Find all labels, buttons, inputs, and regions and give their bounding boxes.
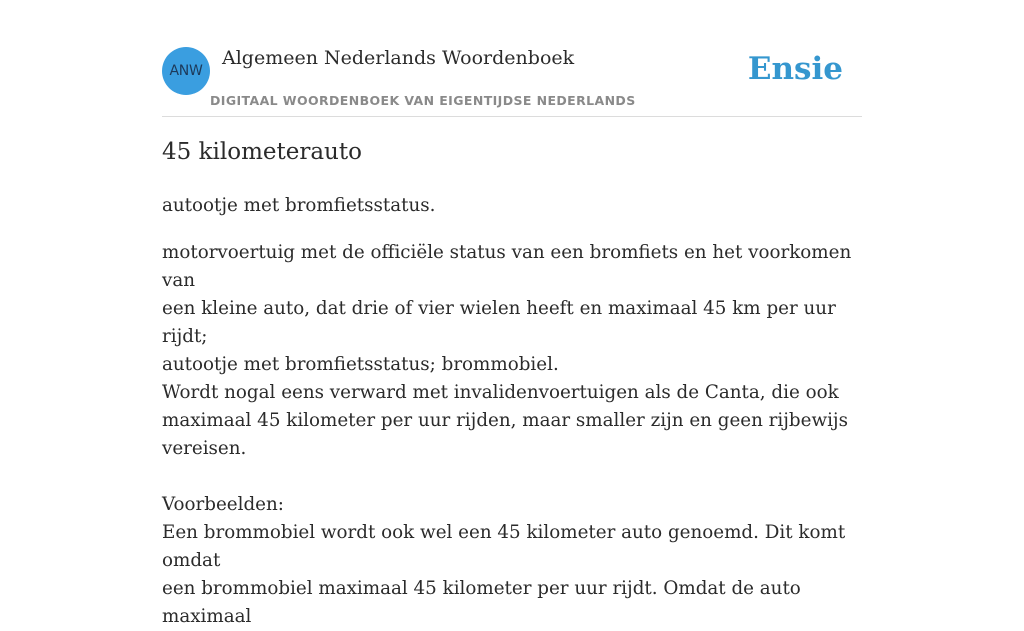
definition-line: vereisen. [162, 438, 247, 459]
short-definition: autootje met bromfietsstatus. [162, 195, 436, 216]
source-title[interactable]: Algemeen Nederlands Woordenboek [222, 47, 575, 69]
entry-content [162, 192, 862, 631]
entry-headword: 45 kilometerauto [162, 139, 362, 165]
definition-line: autootje met bromfietsstatus; brommobiel. [162, 354, 559, 375]
definition-line: Wordt nogal eens verward met invalidenvoertuigen als de Canta, die ook [162, 382, 839, 403]
anw-logo-text: ANW [169, 63, 203, 79]
example-line: een brommobiel maximaal 45 kilometer per uur rijdt. Omdat de auto maximaal [162, 578, 801, 627]
ensie-brand-link[interactable]: Ensie [747, 51, 843, 87]
definition-line: maximaal 45 kilometer per uur rijden, maar smaller zijn en geen rijbewijs [162, 410, 848, 431]
full-definition [162, 239, 862, 631]
page-header [162, 46, 862, 117]
examples-label: Voorbeelden: [162, 494, 284, 515]
example-line: Een brommobiel wordt ook wel een 45 kilometer auto genoemd. Dit komt omdat [162, 522, 846, 571]
definition-line: motorvoertuig met de officiële status van een bromfiets en het voorkomen van [162, 242, 852, 291]
source-subtitle: DIGITAAL WOORDENBOEK VAN EIGENTIJDSE NEDERLANDS [210, 93, 636, 108]
definition-line: een kleine auto, dat drie of vier wielen heeft en maximaal 45 km per uur rijdt; [162, 298, 836, 347]
spacer [162, 463, 862, 491]
anw-logo[interactable] [162, 47, 210, 95]
